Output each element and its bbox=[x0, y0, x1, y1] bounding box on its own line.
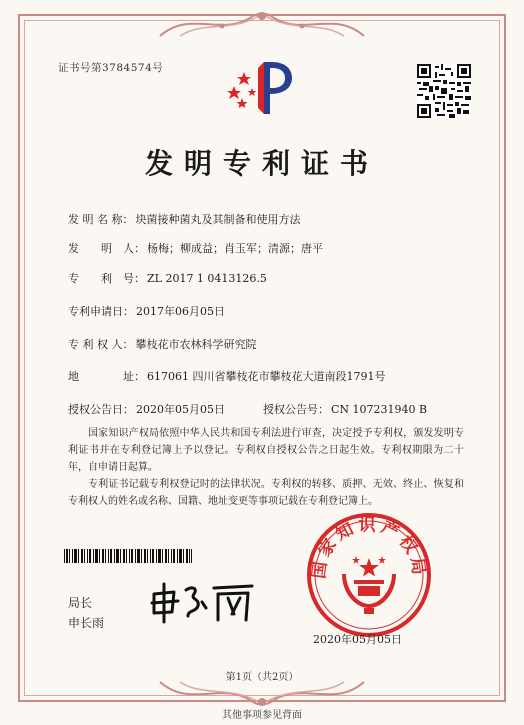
inventor-row bbox=[68, 240, 323, 256]
seal-text: 国家知识产权局 bbox=[309, 515, 429, 580]
patent-number-value: ZL 2017 1 0413126.5 bbox=[147, 272, 267, 285]
barcode-icon bbox=[64, 549, 192, 563]
patentee-label: 专 利 权 人： bbox=[68, 338, 134, 351]
patentee-value: 攀枝花市农林科学研究院 bbox=[135, 338, 257, 351]
filing-date-row bbox=[68, 303, 225, 319]
announce-number-label: 授权公告号： bbox=[263, 403, 329, 416]
cnipa-logo-icon bbox=[226, 58, 300, 118]
filing-date-value: 2017年06月05日 bbox=[136, 305, 225, 318]
director-signature-icon bbox=[148, 580, 258, 624]
address-value: 617061 四川省攀枝花市攀枝花大道南段1791号 bbox=[147, 370, 386, 383]
announce-number-row bbox=[263, 401, 427, 417]
address-label: 地 址： bbox=[68, 370, 145, 383]
inventor-value: 杨梅；柳成益；肖玉军；清源；唐平 bbox=[147, 242, 323, 255]
qr-code-icon bbox=[417, 64, 471, 118]
director-name: 申长雨 bbox=[68, 616, 105, 630]
invention-name-row bbox=[68, 211, 301, 227]
inventor-label: 发 明 人： bbox=[68, 242, 145, 255]
certificate-number: 证书号第3784574号 bbox=[58, 62, 164, 74]
page-number: 第1页（共2页） bbox=[225, 672, 299, 683]
seal-date: 2020年05月05日 bbox=[313, 633, 402, 646]
patent-number-label: 专 利 号： bbox=[68, 272, 145, 285]
director-role: 局长 bbox=[68, 596, 93, 610]
announce-date-row bbox=[68, 401, 225, 417]
official-seal-icon bbox=[306, 512, 432, 638]
notice-paragraph-1: 国家知识产权局依照中华人民共和国专利法进行审查，决定授予专利权，颁发发明专利证书并在专利登记簿上予以登记。专利权自授权公告之日起生效。专利权期限为二十年，自申请日起算。 bbox=[68, 428, 464, 473]
certificate-title: 发明专利证书 bbox=[144, 147, 379, 180]
patent-number-row bbox=[68, 270, 267, 286]
notice-paragraph-2: 专利证书记载专利权登记时的法律状况。专利权的转移、质押、无效、终止、恢复和专利权人的姓名或名称、国籍、地址变更等事项记载在专利登记簿上。 bbox=[68, 479, 464, 507]
announce-date-label: 授权公告日： bbox=[68, 403, 134, 416]
footer-note: 其他事项参见背面 bbox=[222, 710, 302, 721]
patentee-row bbox=[68, 336, 257, 352]
address-row bbox=[68, 368, 385, 384]
announce-number-value: CN 107231940 B bbox=[331, 403, 428, 416]
announce-date-value: 2020年05月05日 bbox=[136, 403, 225, 416]
invention-name-value: 块菌接种菌丸及其制备和使用方法 bbox=[135, 213, 301, 226]
filing-date-label: 专利申请日： bbox=[68, 305, 134, 318]
invention-name-label: 发 明 名 称： bbox=[68, 213, 134, 226]
top-ornament-icon bbox=[150, 6, 374, 42]
